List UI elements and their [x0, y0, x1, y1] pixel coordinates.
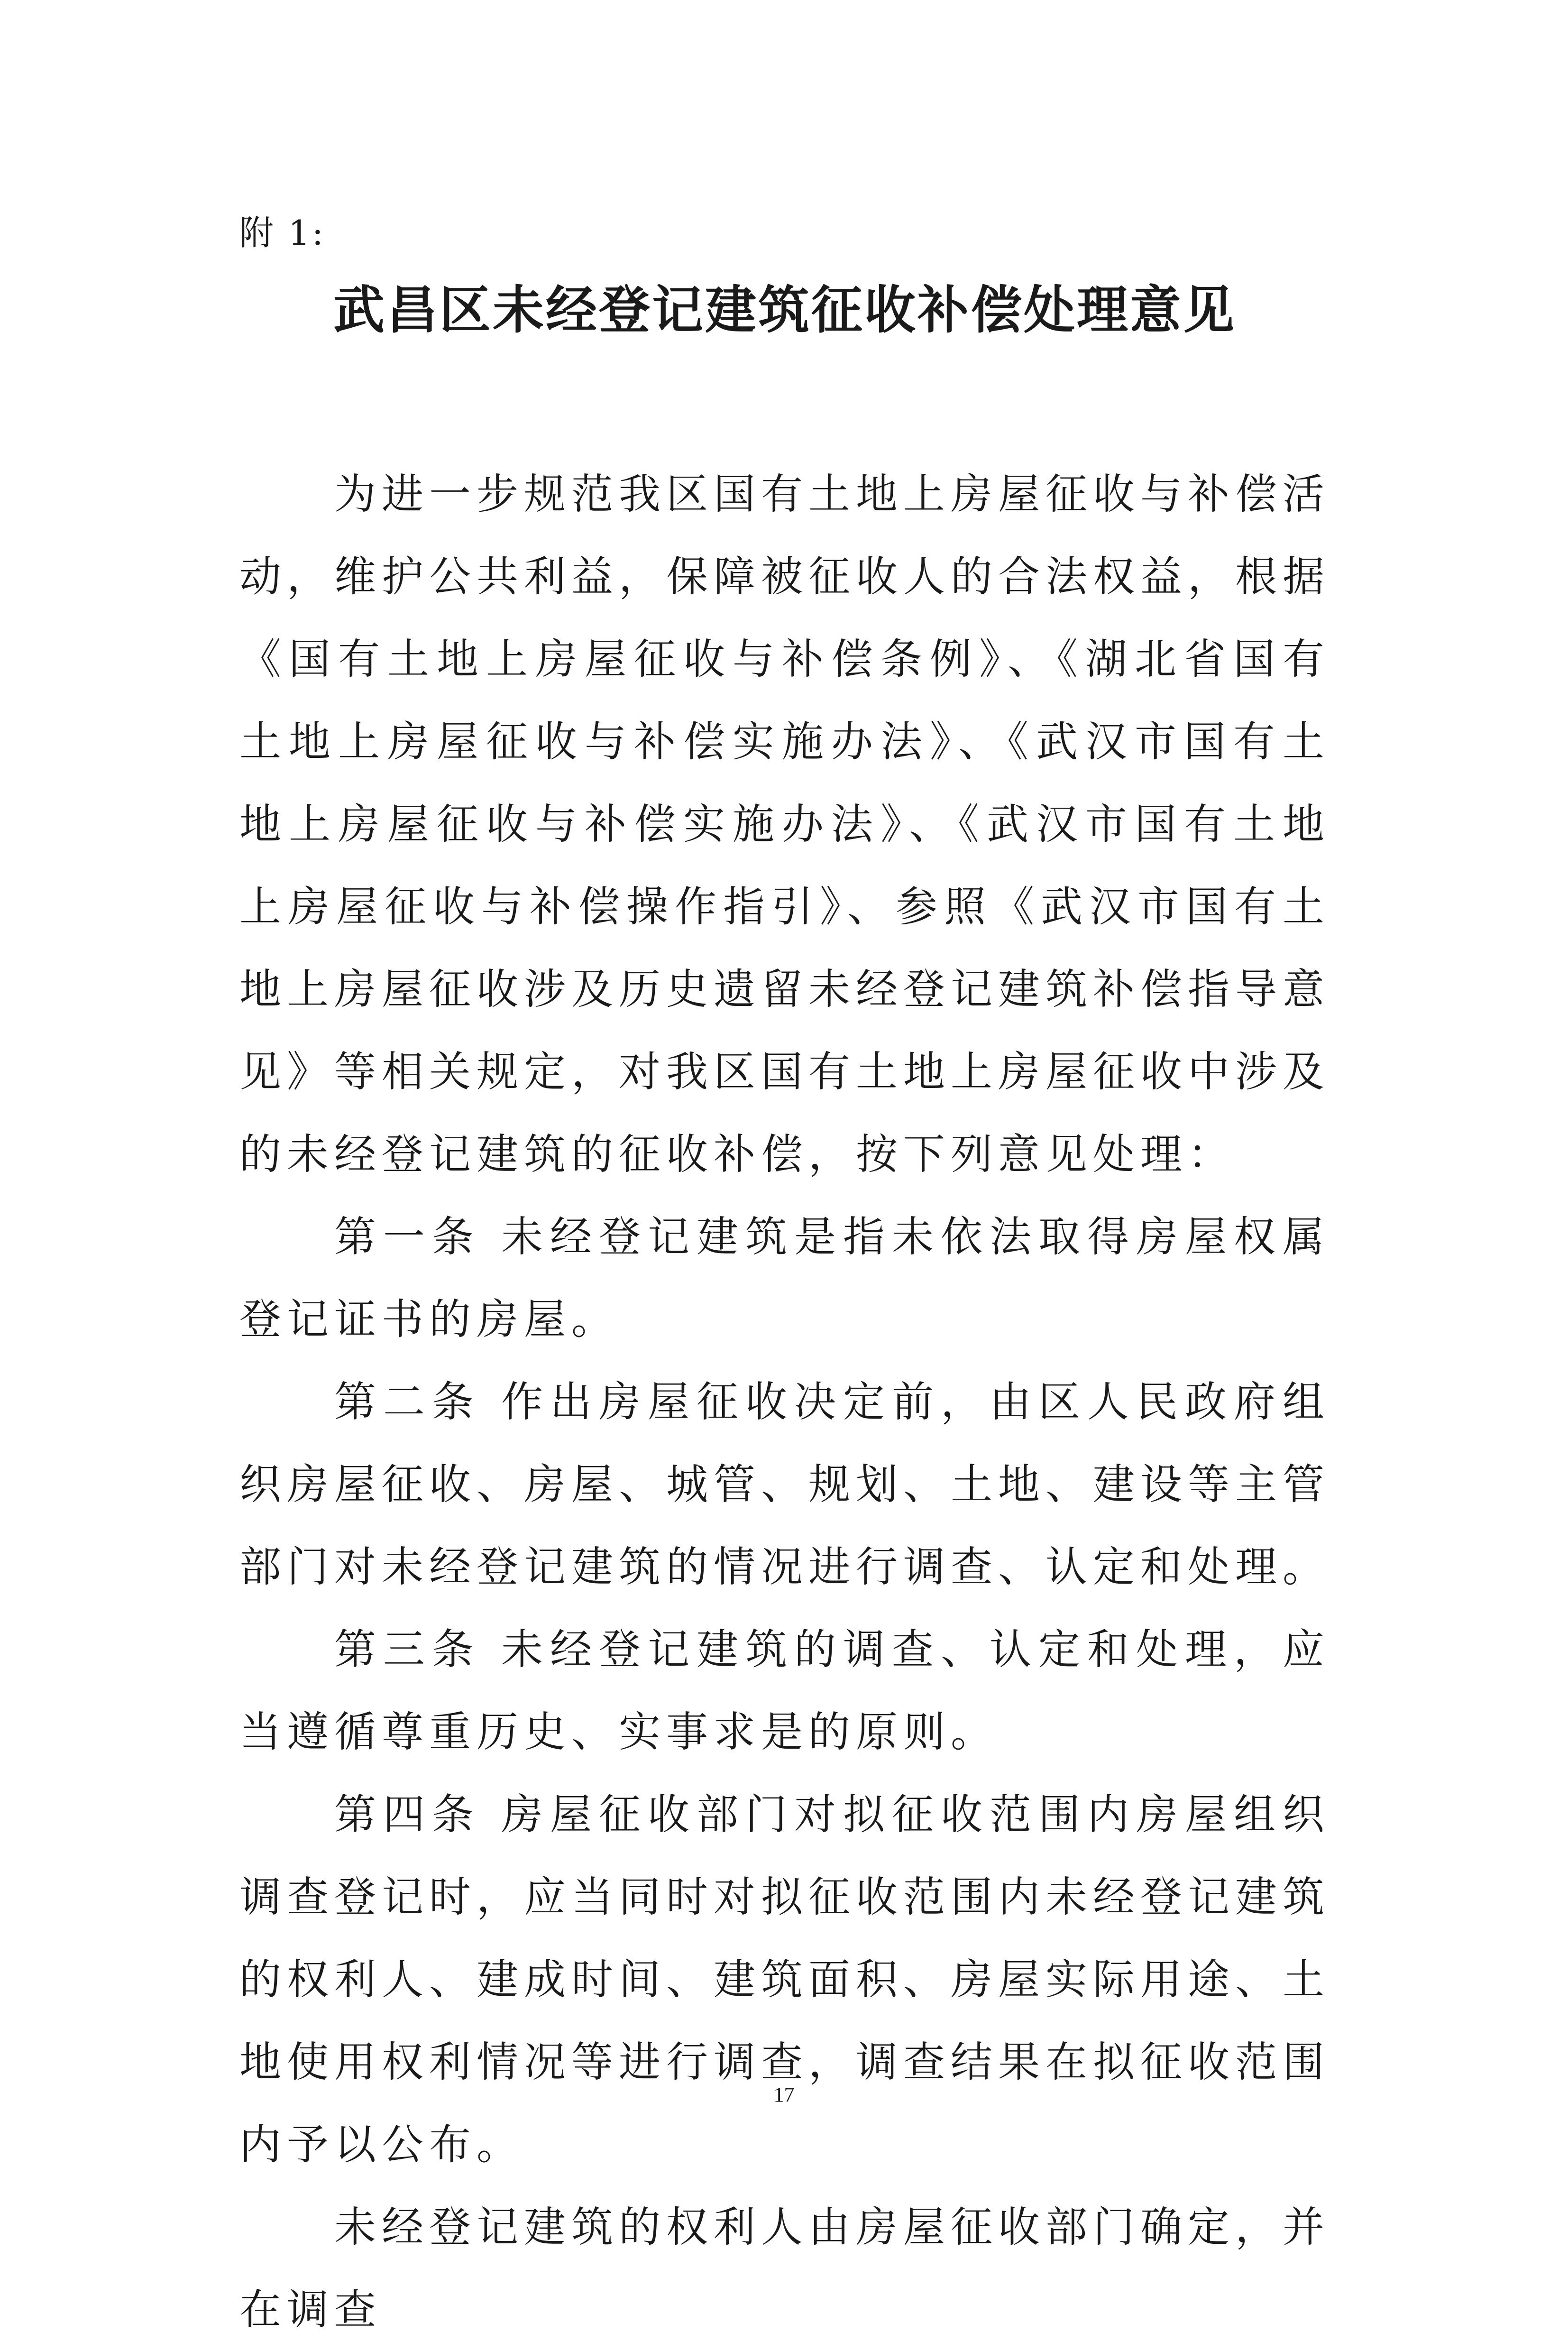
article-1: 第一条 未经登记建筑是指未依法取得房屋权属登记证书的房屋。 [239, 1212, 1330, 1344]
article-2: 第二条 作出房屋征收决定前，由区人民政府组织房屋征收、房屋、城管、规划、土地、建设等主管部门对未经登记建筑的情况进行调查、认定和处理。 [239, 1377, 1330, 1591]
attachment-label: 附 1: [239, 213, 325, 253]
document-title: 武昌区未经登记建筑征收补偿处理意见 [333, 281, 1236, 340]
article-4-continued: 未经登记建筑的权利人由房屋征收部门确定，并在调查 [239, 2203, 1330, 2334]
article-3: 第三条 未经登记建筑的调查、认定和处理，应当遵循尊重历史、实事求是的原则。 [239, 1625, 1330, 1756]
document-body [239, 453, 1330, 2351]
intro-paragraph: 为进一步规范我区国有土地上房屋征收与补偿活动，维护公共利益，保障被征收人的合法权益，根据《国有土地上房屋征收与补偿条例》、《湖北省国有土地上房屋征收与补偿实施办法》、《武汉市国有土地上房屋征收与补偿实施办法》、《武汉市国有土地上房屋征收与补偿操作指引》、参照《武汉市国有土地上房屋征收涉及历史遗留未经登记建筑补偿指导意见》等相关规定，对我区国有土地上房屋征收中涉及的未经登记建筑的征收补偿，按下列意见处理： [239, 470, 1330, 1179]
page-number: 17 [773, 2083, 795, 2106]
article-4: 第四条 房屋征收部门对拟征收范围内房屋组织调查登记时，应当同时对拟征收范围内未经登记建筑的权利人、建成时间、建筑面积、房屋实际用途、土地使用权利情况等进行调查，调查结果在拟征收范围内予以公布。 [239, 1790, 1330, 2169]
